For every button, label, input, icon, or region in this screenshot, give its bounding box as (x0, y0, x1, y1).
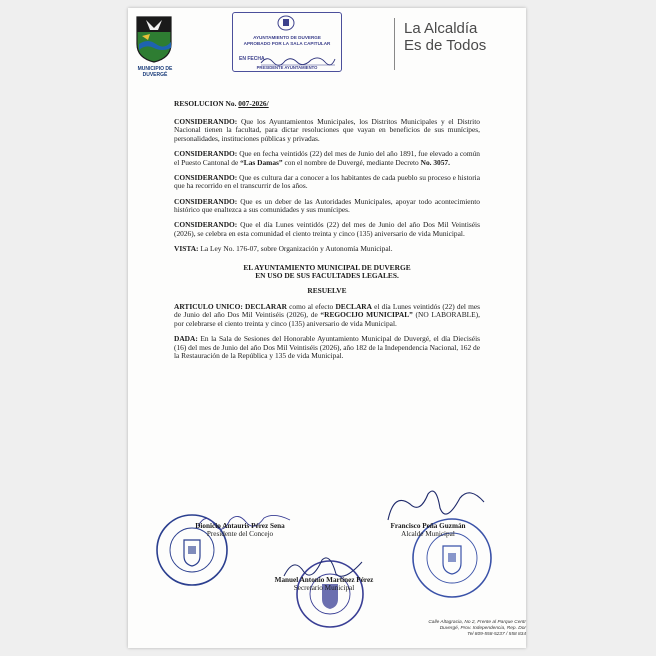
dada-label: DADA: (174, 334, 198, 344)
considerando-1 (174, 118, 480, 144)
vista (174, 245, 480, 254)
slogan-line-1: La Alcaldía (404, 20, 478, 37)
authority-line-1: EL AYUNTAMIENTO MUNICIPAL DE DUVERGE (243, 262, 411, 272)
slogan-line-2: Es de Todos (404, 37, 487, 54)
resuelve-heading: RESUELVE (307, 286, 347, 296)
dada (174, 335, 480, 361)
articulo-label: ARTICULO UNICO: DECLARAR (174, 301, 287, 311)
considerando-4 (174, 198, 480, 215)
articulo-regocijo: “REGOCIJO MUNICIPAL” (320, 310, 413, 320)
considerando-2-text-a: Que en fecha veintidós (22) del mes de Junio del año 1891, fue elevado a común el Puesto Cantonal de (174, 148, 480, 167)
considerando-label: CONSIDERANDO: (174, 148, 238, 158)
logo-caption: MUNICIPIO DE DUVERGÉ (137, 66, 173, 78)
articulo-text-c: el día Lunes veintidós (22) del mes de Junio del año Dos Mil Veintiséis (2026), de (174, 301, 480, 320)
footer-line-1: Calle Altagracia, No 2, Frente al Parque Centr (428, 620, 526, 625)
slogan (404, 20, 486, 54)
document-page (128, 8, 526, 648)
header-divider (394, 18, 395, 70)
center-signer-name: Manuel Antonio Martínez Pérez (274, 576, 374, 584)
considerando-5-text: Que el día Lunes veintidós (22) del mes de Junio del año Dos Mil Veintiséis (2026), se celebra en esta comunidad el ciento treinta y cinco (135) aniversario de vida Municipal. (174, 220, 480, 238)
footer-line-2: Duvergé, Prov. Independencia, Rep. Dor (439, 626, 526, 632)
considerando-5 (174, 221, 480, 238)
vista-text: La Ley No. 176-07, sobre Organización y Autonomía Municipal. (200, 244, 393, 254)
authority-heading (174, 264, 480, 281)
approval-stamp (232, 12, 342, 72)
considerando-4-text: Que es un deber de las Autoridades Municipales, apoyar todo acontecimiento histórico que enaltezca a sus comunidades y sus munícipes. (174, 196, 480, 215)
municipal-logo-icon (134, 14, 174, 64)
considerando-3 (174, 174, 480, 191)
stamp-title-1: AYUNTAMIENTO DE DUVERGE (253, 35, 321, 40)
considerando-2-text-c: con el nombre de Duvergé, mediante Decreto (284, 157, 419, 167)
resolution-title-prefix: RESOLUCION No. (174, 99, 237, 108)
center-signature-block (244, 576, 404, 593)
stamp-president-label: PRESIDENTE AYUNTAMIENTO (256, 65, 318, 70)
considerando-2-place: “Las Damas” (240, 157, 283, 167)
right-signer-role: Alcalde Municipal (401, 530, 455, 539)
resolution-number: 007-2026/ (238, 99, 269, 108)
footer-address (386, 620, 526, 639)
considerando-label: CONSIDERANDO: (174, 220, 238, 230)
considerando-label: CONSIDERANDO: (174, 116, 238, 126)
articulo-text-e: (NO LABORABLE), por celebrarse el ciento treinta y cinco (135) aniversario de vida Municipal. (174, 310, 480, 328)
considerando-label: CONSIDERANDO: (174, 172, 238, 182)
considerando-label: CONSIDERANDO: (174, 196, 238, 206)
stamp-title-2: APROBADO POR LA SALA CAPITULAR (243, 40, 331, 46)
articulo-text-a: como al efecto (289, 301, 334, 311)
considerando-2 (174, 150, 480, 167)
right-signer-name: Francisco Peña Guzmán (390, 522, 466, 530)
coat-of-arms-icon (277, 15, 295, 31)
left-signer-role: Presidente del Concejo (206, 530, 274, 539)
articulo-declara: DECLARA (335, 301, 372, 311)
resolution-body (174, 100, 480, 367)
footer-line-3: Tel 809-558-5237 / 558 834 (467, 632, 526, 638)
considerando-1-text: Que los Ayuntamientos Municipales, los Distritos Municipales y el Distrito Nacional tienen la facultad, para dictar resoluciones que vayan en beneficios de sus munícipes, personalidades, instituciones públicas y privadas. (174, 116, 480, 143)
authority-line-2: EN USO DE SUS FACULTADES LEGALES. (255, 271, 399, 281)
resolution-title (174, 100, 480, 109)
center-signer-role: Secretario Municipal (293, 584, 355, 593)
articulo-unico (174, 303, 480, 329)
left-signature-block (170, 522, 310, 539)
stamp-fecha-label: EN FECHA (239, 56, 265, 62)
right-signature-block (358, 522, 498, 539)
considerando-2-decree: No. 3057. (420, 157, 450, 167)
considerando-3-text: Que es cultura dar a conocer a los habitantes de cada pueblo su proceso e historia que ha recorrido en el transcurrir de los años. (174, 172, 480, 191)
left-signer-name: Dionicio Antauris Pérez Sena (195, 522, 285, 530)
dada-text: En la Sala de Sesiones del Honorable Ayuntamiento Municipal de Duvergé, el día Dieciséis (16) del mes de Junio del año Dos Mil Veintiséis (2026), año 182 de la Independencia Nacional, 162 de la Restauración de la República y 135 de vida Municipal. (174, 334, 481, 361)
vista-label: VISTA: (174, 244, 199, 254)
